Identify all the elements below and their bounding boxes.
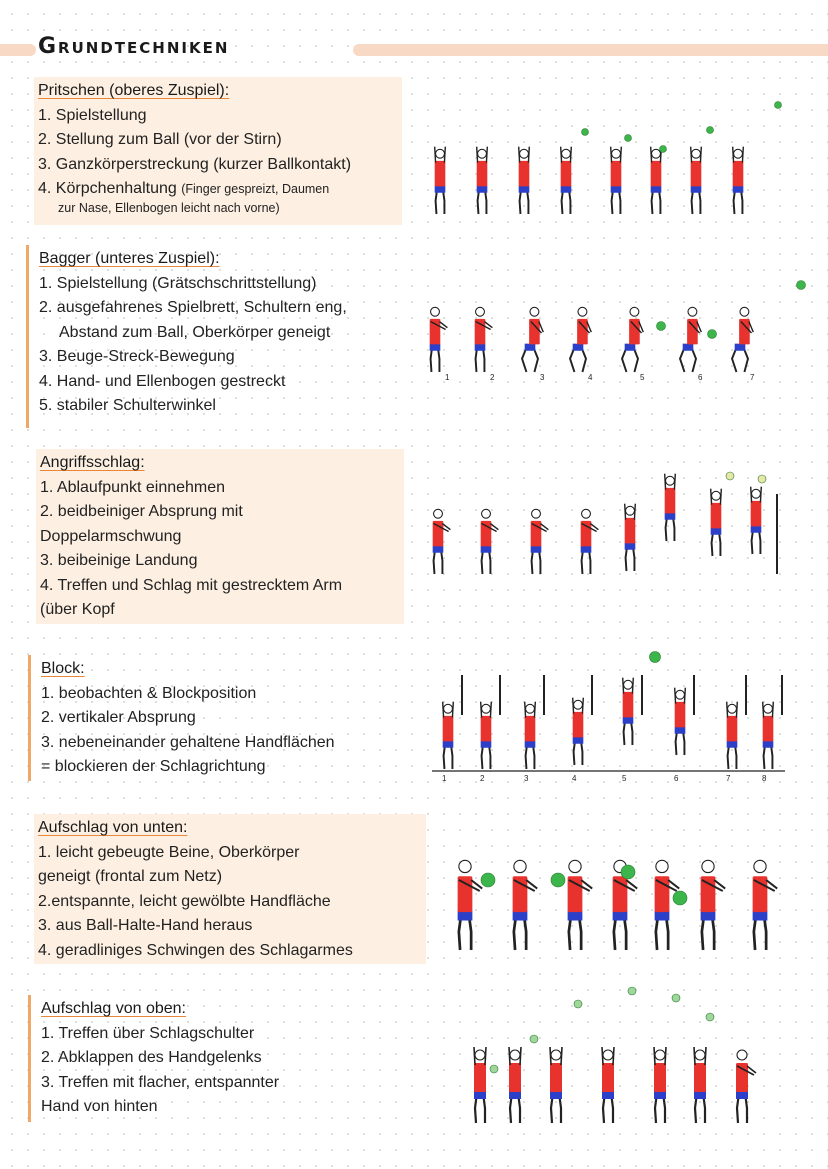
list-item: 3. Beuge-Streck-Bewegung [39, 348, 235, 365]
player-figure [481, 702, 492, 769]
player-figure [733, 147, 744, 214]
player-figure [753, 860, 778, 950]
player-figure [474, 1047, 486, 1123]
figure-number: 1 [442, 774, 447, 783]
figure-number: 3 [524, 774, 529, 783]
player-figure [654, 1047, 666, 1123]
ball-icon [551, 873, 565, 887]
player-figure [611, 147, 622, 214]
figure-number: 6 [698, 373, 703, 382]
player-figure [525, 702, 536, 769]
figure-number: 5 [622, 774, 627, 783]
player-figure [651, 147, 662, 214]
section-heading: Aufschlag von oben: [41, 1000, 186, 1017]
player-figure [736, 1050, 756, 1123]
ball-icon [726, 472, 734, 480]
title-decoration-right [353, 44, 828, 56]
player-figure [581, 509, 599, 574]
figure-number: 4 [572, 774, 577, 783]
player-figure [602, 1047, 614, 1123]
figure-number: 2 [480, 774, 485, 783]
list-item: 3. nebeneinander gehaltene Handflächen [41, 733, 335, 751]
section-pritschen [34, 77, 402, 225]
list-item: 4. Treffen und Schlag mit gestrecktem Arm [40, 576, 343, 594]
list-item: 2. Stellung zum Ball (vor der Stirn) [38, 131, 282, 148]
player-figure [694, 1047, 706, 1123]
ball-icon [490, 1065, 498, 1073]
section-heading: Angriffsschlag: [40, 454, 145, 471]
player-figure [531, 509, 549, 574]
ball-icon [673, 891, 687, 905]
section-heading: Bagger (unteres Zuspiel): [39, 250, 220, 267]
ball-icon [775, 102, 782, 109]
section-aufschlag-unten [34, 814, 426, 964]
player-figure [433, 509, 451, 574]
player-figure [458, 860, 483, 950]
list-item: 1. beobachten & Blockposition [41, 684, 257, 702]
figure-number: 4 [588, 373, 593, 382]
player-figure [751, 487, 762, 554]
player-figure [727, 702, 738, 769]
player-figure [701, 860, 726, 950]
list-item: 3. Ganzkörperstreckung (kurzer Ballkontakt) [38, 155, 352, 173]
section-heading: Pritschen (oberes Zuspiel): [38, 82, 230, 99]
list-item: 3. beibeinige Landung [40, 552, 198, 569]
list-item: 1. Spielstellung (Grätschschrittstellung) [39, 274, 317, 292]
page-title: Grundtechniken [38, 34, 230, 59]
list-item: 1. Ablaufpunkt einnehmen [40, 478, 226, 496]
ball-icon [707, 127, 714, 134]
player-figure [430, 307, 448, 372]
player-figure [519, 147, 530, 214]
player-figure [763, 702, 774, 769]
list-item [38, 179, 398, 199]
figure-number: 7 [750, 373, 755, 382]
player-figure [509, 1047, 521, 1123]
list-item: Doppelarmschwung [40, 527, 182, 545]
list-item: 4. geradliniges Schwingen des Schlagarmes [38, 941, 353, 959]
illustration-aufschlag-unten [440, 838, 805, 956]
player-figure [481, 509, 499, 574]
illustration-bagger [420, 272, 815, 387]
ball-icon [481, 873, 495, 887]
illustration-block [430, 645, 790, 785]
list-item: 2. ausgefahrenes Spielbrett, Schultern eng, [39, 299, 347, 316]
list-item: 1. leicht gebeugte Beine, Oberkörper [38, 843, 300, 861]
ball-icon [706, 1013, 714, 1021]
ball-icon [672, 994, 680, 1002]
list-item: geneigt (frontal zum Netz) [38, 868, 223, 885]
player-figure [711, 489, 722, 556]
player-figure [570, 307, 591, 372]
list-item: 2. vertikaler Absprung [41, 709, 196, 726]
list-item: (über Kopf [40, 601, 115, 618]
list-item-note-continued [38, 199, 398, 217]
player-figure [655, 860, 680, 950]
figure-number: 2 [490, 373, 495, 382]
section-heading: Block: [41, 660, 85, 677]
title-decoration-left [0, 44, 36, 56]
ball-icon [657, 322, 666, 331]
list-item-main: 4. Körpchenhaltung [38, 180, 177, 197]
list-item: 2. Abklappen des Handgelenks [41, 1049, 262, 1066]
figure-number: 3 [540, 373, 545, 382]
player-figure [691, 147, 702, 214]
figure-number: 8 [762, 774, 767, 783]
player-figure [675, 688, 686, 755]
ball-icon [625, 135, 632, 142]
list-item: Hand von hinten [41, 1098, 158, 1115]
player-figure [561, 147, 572, 214]
player-figure [475, 307, 493, 372]
figure-number: 5 [640, 373, 645, 382]
list-item-note: zur Nase, Ellenbogen leicht nach vorne) [58, 201, 280, 215]
ball-icon [708, 330, 717, 339]
player-figure [622, 307, 643, 372]
ball-icon [758, 475, 766, 483]
ball-icon [530, 1035, 538, 1043]
player-figure [665, 474, 676, 541]
ball-icon [582, 129, 589, 136]
ball-icon [574, 1000, 582, 1008]
section-angriffsschlag [36, 449, 404, 624]
figure-number: 7 [726, 774, 731, 783]
player-figure [732, 307, 753, 372]
list-item: 3. Treffen mit flacher, entspannter [41, 1073, 280, 1091]
player-figure [550, 1047, 562, 1123]
ball-icon [621, 865, 635, 879]
list-item: Abstand zum Ball, Oberkörper geneigt [59, 323, 331, 341]
list-item-note: (Finger gespreizt, Daumen [181, 182, 330, 196]
list-item: = blockieren der Schlagrichtung [41, 758, 266, 775]
figure-number: 6 [674, 774, 679, 783]
figure-number: 1 [445, 373, 450, 382]
illustration-pritschen [420, 92, 805, 222]
player-figure [443, 702, 454, 769]
list-item: 5. stabiler Schulterwinkel [39, 397, 216, 414]
section-block [28, 655, 398, 781]
player-figure [477, 147, 488, 214]
player-figure [573, 698, 584, 765]
section-heading: Aufschlag von unten: [38, 819, 188, 836]
list-item: 4. Hand- und Ellenbogen gestreckt [39, 372, 286, 390]
list-item: 1. Spielstellung [38, 106, 147, 124]
list-item: 3. aus Ball-Halte-Hand heraus [38, 917, 253, 934]
player-figure [435, 147, 446, 214]
player-figure [568, 860, 593, 950]
ball-icon [797, 281, 806, 290]
list-item: 1. Treffen über Schlagschulter [41, 1024, 255, 1042]
player-figure [522, 307, 543, 372]
player-figure [623, 678, 634, 745]
illustration-angriffsschlag [420, 466, 790, 581]
ball-icon [650, 652, 661, 663]
section-aufschlag-oben [28, 995, 358, 1122]
ball-icon [660, 146, 667, 153]
list-item: 2. beidbeiniger Absprung mit [40, 503, 243, 520]
list-item: 2.entspannte, leicht gewölbte Handfläche [38, 892, 331, 910]
illustration-aufschlag-oben [460, 985, 770, 1127]
player-figure [625, 504, 636, 571]
player-figure [513, 860, 538, 950]
player-figure [680, 307, 701, 372]
ball-icon [628, 987, 636, 995]
section-bagger [26, 245, 406, 428]
